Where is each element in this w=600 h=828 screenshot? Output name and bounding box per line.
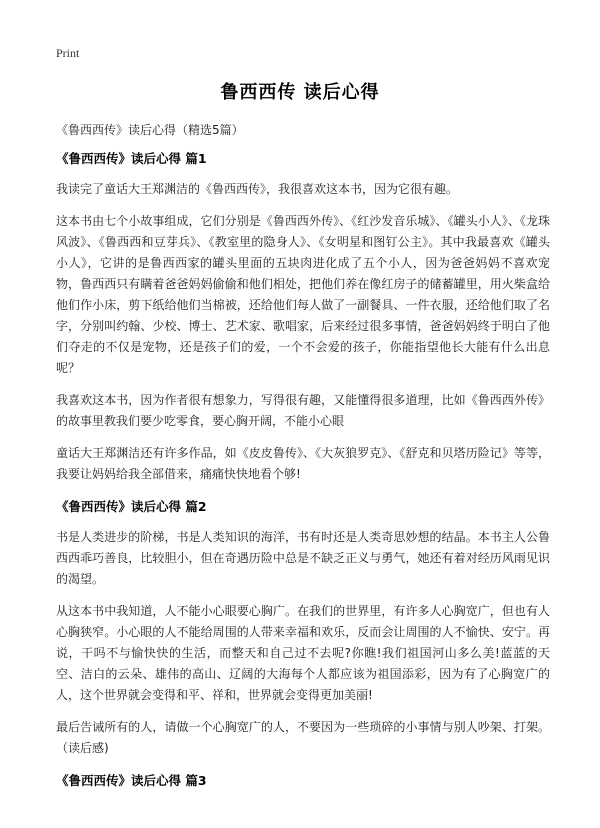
paragraph: 这本书由七个小故事组成，它们分别是《鲁西西外传》、《红沙发音乐城》、《罐头小人》、《龙珠风波》、《鲁西西和豆芽兵》、《教室里的隐身人》、《女明星和图钉公主》。其中我最喜欢《罐头小人》，它讲的是鲁西西家的罐头里面的五块肉进化成了五个小人，因为爸爸妈妈不喜欢宠物，鲁西西只有瞒着爸爸妈妈偷偷和他们相处，把他们养在像红房子的储蓄罐里，用火柴盒给他们作小床，剪下纸给他们当棉被，还给他们每人做了一副餐具、一件衣服，还给他们取了名字，分别叫约翰、少校、博士、艺术家、歌唱家，后来经过很多事情，爸爸妈妈终于明白了他们夺走的不仅是宠物，还是孩子们的爱，一个不会爱的孩子，你能指望他长大能有什么出息呢？ bbox=[56, 214, 550, 375]
section-heading: 《鲁西西传》读后心得 篇1 bbox=[56, 151, 207, 166]
paragraph: 从这本书中我知道，人不能小心眼要心胸广。在我们的世界里，有许多人心胸宽广，但也有人心胸狭窄。小心眼的人不能给周围的人带来幸福和欢乐，反而会让周围的人不愉快、安宁。再说，干吗不与愉快快的生活，而整天和自己过不去呢?你瞧!我们祖国河山多么美!蓝蓝的天空、洁白的云朵、雄伟的高山、辽阔的大海每个人都应该为祖国添彩，因为有了心胸宽广的人，这个世界就会变得和平、祥和，世界就会变得更加美丽! bbox=[56, 604, 550, 702]
paragraph: 我读完了童话大王郑渊洁的《鲁西西传》，我很喜欢这本书，因为它很有趣。 bbox=[56, 182, 459, 196]
paragraph: 最后告诫所有的人，请做一个心胸宽广的人，不要因为一些琐碎的小事情与别人吵架、打架。（读后感) bbox=[56, 720, 550, 755]
document-subtitle: 《鲁西西传》读后心得（精选5篇） bbox=[56, 123, 244, 137]
paragraph: 童话大王郑渊洁还有许多作品，如《皮皮鲁传》、《大灰狼罗克》、《舒克和贝塔历险记》等等，我要让妈妈给我全部借来，痛痛快快地看个够! bbox=[56, 446, 550, 481]
article-body bbox=[56, 148, 550, 801]
page-title: 鲁西西传 读后心得 bbox=[220, 82, 380, 103]
section-heading: 《鲁西西传》读后心得 篇2 bbox=[56, 499, 207, 514]
section-heading: 《鲁西西传》读后心得 篇3 bbox=[56, 773, 207, 788]
section-2 bbox=[56, 496, 550, 759]
section-1 bbox=[56, 148, 550, 485]
paragraph: 书是人类进步的阶梯，书是人类知识的海洋，书有时还是人类奇思妙想的结晶。本书主人公鲁西西乖巧善良，比较胆小，但在奇遇历险中总是不缺乏正义与勇气，她还有着对经历风雨见识的渴望。 bbox=[56, 530, 550, 586]
paragraph: 我喜欢这本书，因为作者很有想象力，写得很有趣，又能懂得很多道理，比如《鲁西西外传》的故事里教我们要少吃零食，要心胸开阔，不能小心眼 bbox=[56, 393, 550, 428]
section-3 bbox=[56, 770, 550, 791]
print-label: Print bbox=[56, 46, 80, 60]
